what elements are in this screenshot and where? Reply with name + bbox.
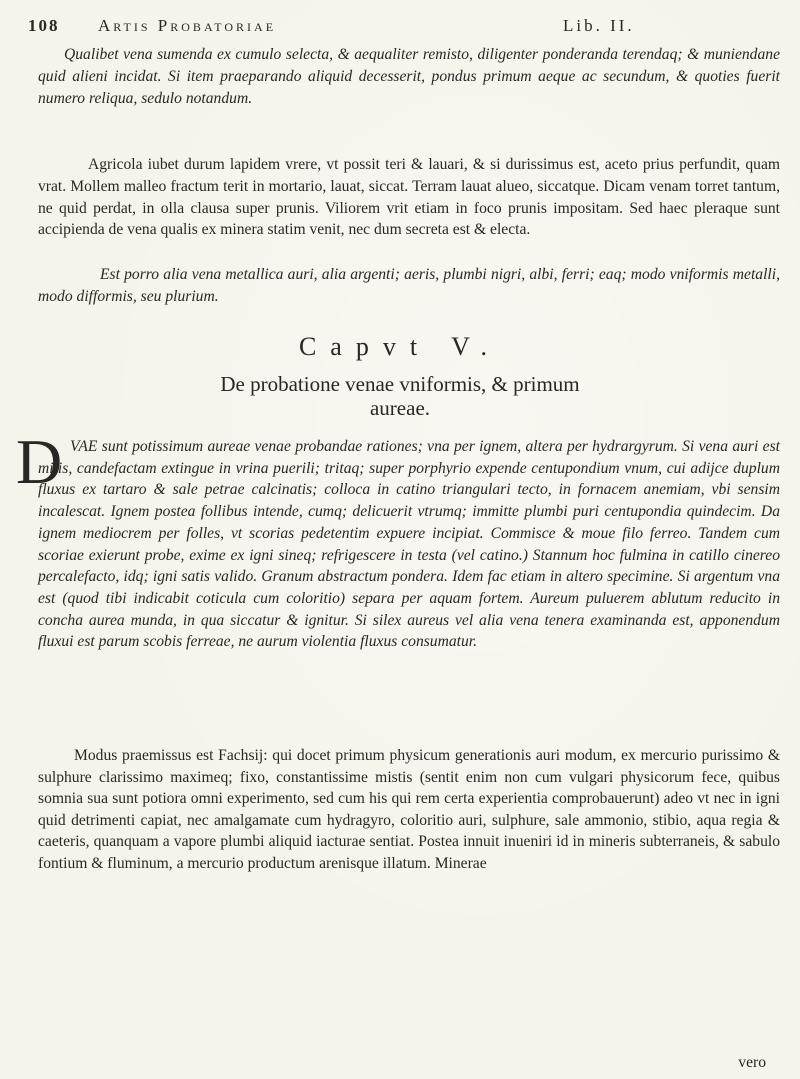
chapter-title-line-1: De probatione venae vniformis, & primum	[220, 372, 580, 396]
book-number: Lib. II.	[563, 16, 635, 35]
agricola-paragraph: Agricola iubet durum lapidem vrere, vt possit teri & lauari, & si durissimus est, aceto prius perfundit, quam vrat. Mollem malleo fractum terit in mortario, lauat, siccat. Terram lauat alueo, siccatque. Dicam venam torret tantum, ne quid perdat, in olla clausa super prunis. Viliorem vrit etiam in foco prunis impositam. Sed haec pleraque sunt accipienda de vena qualis ex minera statim venit, nec dum secreta est & electa.	[38, 156, 780, 239]
drop-cap: D	[16, 426, 63, 497]
page-number: 108	[28, 16, 60, 35]
intro-italic-paragraph: Qualibet vena sumenda ex cumulo selecta, & aequaliter remisto, diligenter ponderanda terendaq; & muniendane quid alieni incidat. Si item praeparando aliquid decesserit, pondus primum aeque ac secundum, & quoties fuerit numero reliqua, sedulo notandum.	[38, 46, 780, 107]
assay-method-paragraph	[38, 436, 780, 653]
running-head	[28, 16, 760, 40]
chapter-heading: Capvt V.	[298, 332, 502, 361]
metal-types-paragraph: Est porro alia vena metallica auri, alia argenti; aeris, plumbi nigri, albi, ferri; eaq; modo vniformis metalli, modo difformis, seu plurium.	[38, 266, 780, 305]
running-title: Artis Probatoriae	[98, 16, 277, 35]
assay-method-text: VAE sunt potissimum aureae venae probandae rationes; vna per ignem, altera per hydrargyrum. Si vena auri est mitis, candefactam extingue in vrina puerili; tritaq; super porphyrio expende centupondium vnum, cui adijce duplum fluxus ex tartaro & sale petrae calcinatis; colloca in catino triangulari tecto, in fornacem anemiam, vbi sensim incalescat. Ignem postea follibus intende, cumq; delicuerit vtrumq; immitte plumbi puri centupondia quindecim. Da ignem mediocrem per folles, vt scorias pedetentim expuere incipiat. Commisce & moue filo ferreo. Tandem cum scoriae exierunt probe, exime ex igni sineq; refrigescere in testa (vel catino.) Stannum hoc fulmina in catillo cinereo percalefacto, idq; igni satis valido. Granum abstractum pondera. Idem fac etiam in altero specimine. Si argentum vna est (quod tibi indicabit coticula cum coloritio) separa per aquam fortem. Aureum puluerem ablutum reducito in concha aurea mundа, in qua siccatur & ignitur. Si silex aureus vel alia vena tenera examinanda est, apponendum fluxui est parum scobis ferreae, ne aurum violentia fluxus consumatur.	[38, 438, 780, 651]
fachsius-paragraph: Modus praemissus est Fachsij: qui docet primum physicum generationis auri modum, ex mercurio purissimo & sulphure clarissimo maximeq; fixo, constantissime mistis (sentit enim non cum vulgari physicorum fece, quibus somnia sua sunt potiora omni experimento, sed cum his qui rem certa experientia comprobauerunt) adeo vt nec in igni quid detrimenti capiat, nec amalgamate cum hydragyro, coloritio auri, sulphure, sale ammonio, stibio, aqua regia & caeteris, quanquam a vapore plumbi aliquid iacturae sentiat. Postea innuit inueniri id in mineris subterraneis, & sabulo fontium & fluminum, a mercurio productum arenisque illatum. Minerae	[38, 747, 780, 872]
chapter-title-line-2: aureae.	[369, 396, 431, 420]
catchword: vero	[738, 1054, 766, 1071]
